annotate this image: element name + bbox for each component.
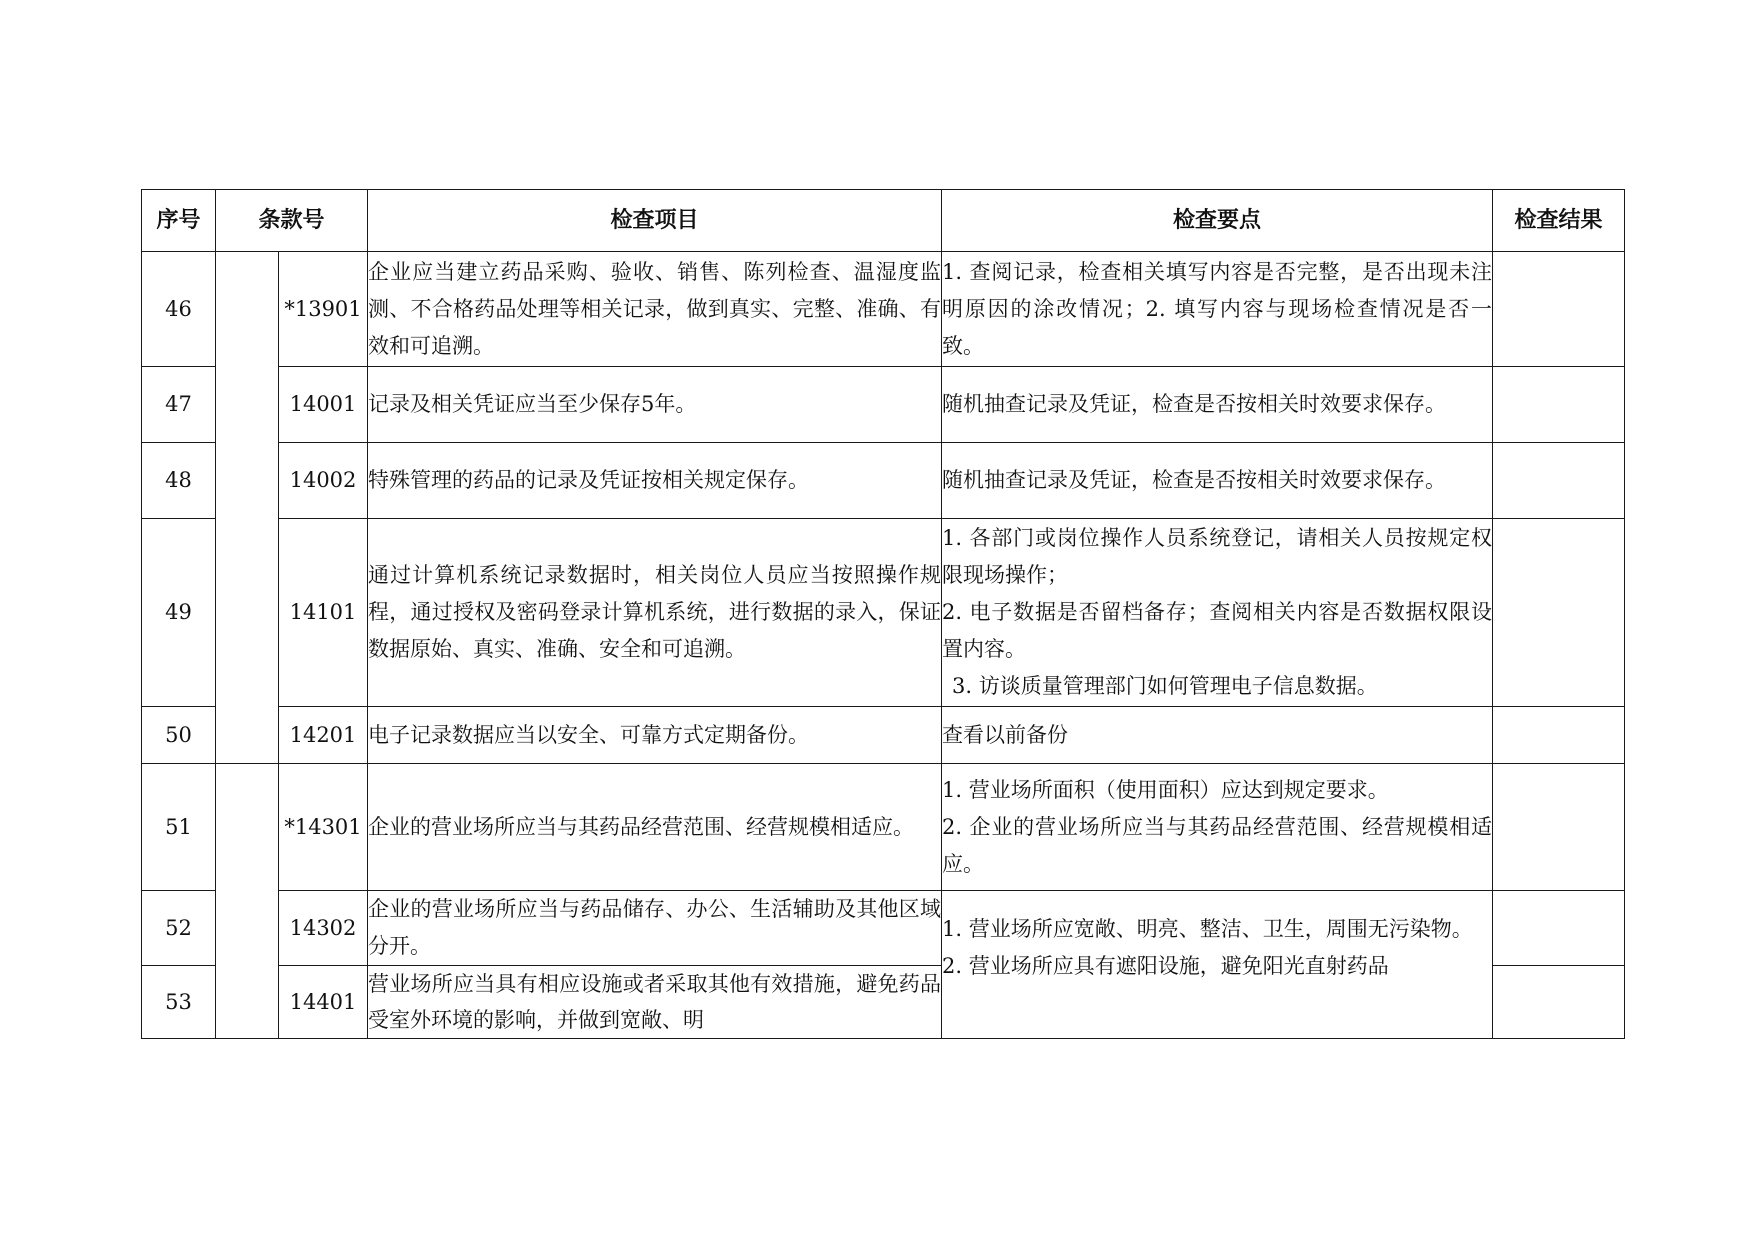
point-line: 1. 营业场所应宽敞、明亮、整洁、卫生，周围无污染物。 bbox=[942, 917, 1473, 941]
point-line: 3. 访谈质量管理部门如何管理电子信息数据。 bbox=[952, 674, 1378, 698]
row-seq: 46 bbox=[142, 252, 216, 367]
row-result bbox=[1493, 252, 1625, 367]
table-row bbox=[142, 707, 1625, 764]
point-line: 2. 营业场所应具有遮阳设施，避免阳光直射药品 bbox=[942, 954, 1389, 978]
point-line: 随机抽查记录及凭证，检查是否按相关时效要求保存。 bbox=[942, 468, 1447, 492]
table-row bbox=[142, 252, 1625, 367]
row-seq: 49 bbox=[142, 519, 216, 707]
row-clause: 14001 bbox=[279, 367, 368, 443]
row-result bbox=[1493, 367, 1625, 443]
clause-group-cell bbox=[216, 764, 279, 1039]
table-row bbox=[142, 764, 1625, 891]
row-seq: 48 bbox=[142, 443, 216, 519]
row-item: 电子记录数据应当以安全、可靠方式定期备份。 bbox=[368, 707, 942, 764]
row-seq: 53 bbox=[142, 966, 216, 1039]
point-line: 2. 企业的营业场所应当与其药品经营范围、经营规模相适应。 bbox=[942, 814, 1493, 876]
point-line: 2. 电子数据是否留档备存；查阅相关内容是否数据权限设置内容。 bbox=[942, 600, 1493, 661]
row-point bbox=[942, 443, 1493, 519]
row-result bbox=[1493, 707, 1625, 764]
row-point bbox=[942, 764, 1493, 891]
row-item: 记录及相关凭证应当至少保存5年。 bbox=[368, 367, 942, 443]
table-row bbox=[142, 519, 1625, 707]
row-result bbox=[1493, 966, 1625, 1039]
row-result bbox=[1493, 764, 1625, 891]
row-item: 企业的营业场所应当与其药品经营范围、经营规模相适应。 bbox=[368, 764, 942, 891]
point-line: 查看以前备份 bbox=[942, 722, 1069, 747]
row-point bbox=[942, 519, 1493, 707]
table-row bbox=[142, 891, 1625, 966]
table-header-row bbox=[142, 190, 1625, 252]
row-item: 通过计算机系统记录数据时，相关岗位人员应当按照操作规程，通过授权及密码登录计算机系统，进行数据的录入，保证数据原始、真实、准确、安全和可追溯。 bbox=[368, 519, 942, 707]
row-clause: 14101 bbox=[279, 519, 368, 707]
header-seq: 序号 bbox=[142, 190, 216, 252]
row-clause: 14401 bbox=[279, 966, 368, 1039]
row-item: 企业应当建立药品采购、验收、销售、陈列检查、温湿度监测、不合格药品处理等相关记录，做到真实、完整、准确、有效和可追溯。 bbox=[368, 252, 942, 367]
row-item: 特殊管理的药品的记录及凭证按相关规定保存。 bbox=[368, 443, 942, 519]
row-seq: 50 bbox=[142, 707, 216, 764]
point-line: 1. 查阅记录，检查相关填写内容是否完整，是否出现未注明原因的涂改情况；2. 填写内容与现场检查情况是否一致。 bbox=[942, 259, 1493, 358]
header-result: 检查结果 bbox=[1493, 190, 1625, 252]
row-result bbox=[1493, 443, 1625, 519]
row-clause: 14302 bbox=[279, 891, 368, 966]
inspection-table bbox=[141, 189, 1625, 1039]
header-point: 检查要点 bbox=[942, 190, 1493, 252]
row-item: 企业的营业场所应当与药品储存、办公、生活辅助及其他区域分开。 bbox=[368, 891, 942, 966]
row-point bbox=[942, 707, 1493, 764]
point-line: 1. 各部门或岗位操作人员系统登记，请相关人员按规定权限现场操作； bbox=[942, 526, 1493, 587]
row-seq: 52 bbox=[142, 891, 216, 966]
row-result bbox=[1493, 891, 1625, 966]
row-clause: *13901 bbox=[279, 252, 368, 367]
header-item: 检查项目 bbox=[368, 190, 942, 252]
point-line: 1. 营业场所面积（使用面积）应达到规定要求。 bbox=[942, 777, 1389, 802]
row-clause: 14201 bbox=[279, 707, 368, 764]
point-line: 随机抽查记录及凭证，检查是否按相关时效要求保存。 bbox=[942, 392, 1447, 416]
row-clause: *14301 bbox=[279, 764, 368, 891]
row-point bbox=[942, 367, 1493, 443]
row-point bbox=[942, 891, 1493, 1039]
header-clause: 条款号 bbox=[216, 190, 368, 252]
row-point bbox=[942, 252, 1493, 367]
table-row bbox=[142, 443, 1625, 519]
clause-group-cell bbox=[216, 252, 279, 764]
row-seq: 47 bbox=[142, 367, 216, 443]
row-item: 营业场所应当具有相应设施或者采取其他有效措施，避免药品受室外环境的影响，并做到宽敞、明 bbox=[368, 966, 942, 1039]
table-row bbox=[142, 367, 1625, 443]
row-seq: 51 bbox=[142, 764, 216, 891]
row-result bbox=[1493, 519, 1625, 707]
row-clause: 14002 bbox=[279, 443, 368, 519]
